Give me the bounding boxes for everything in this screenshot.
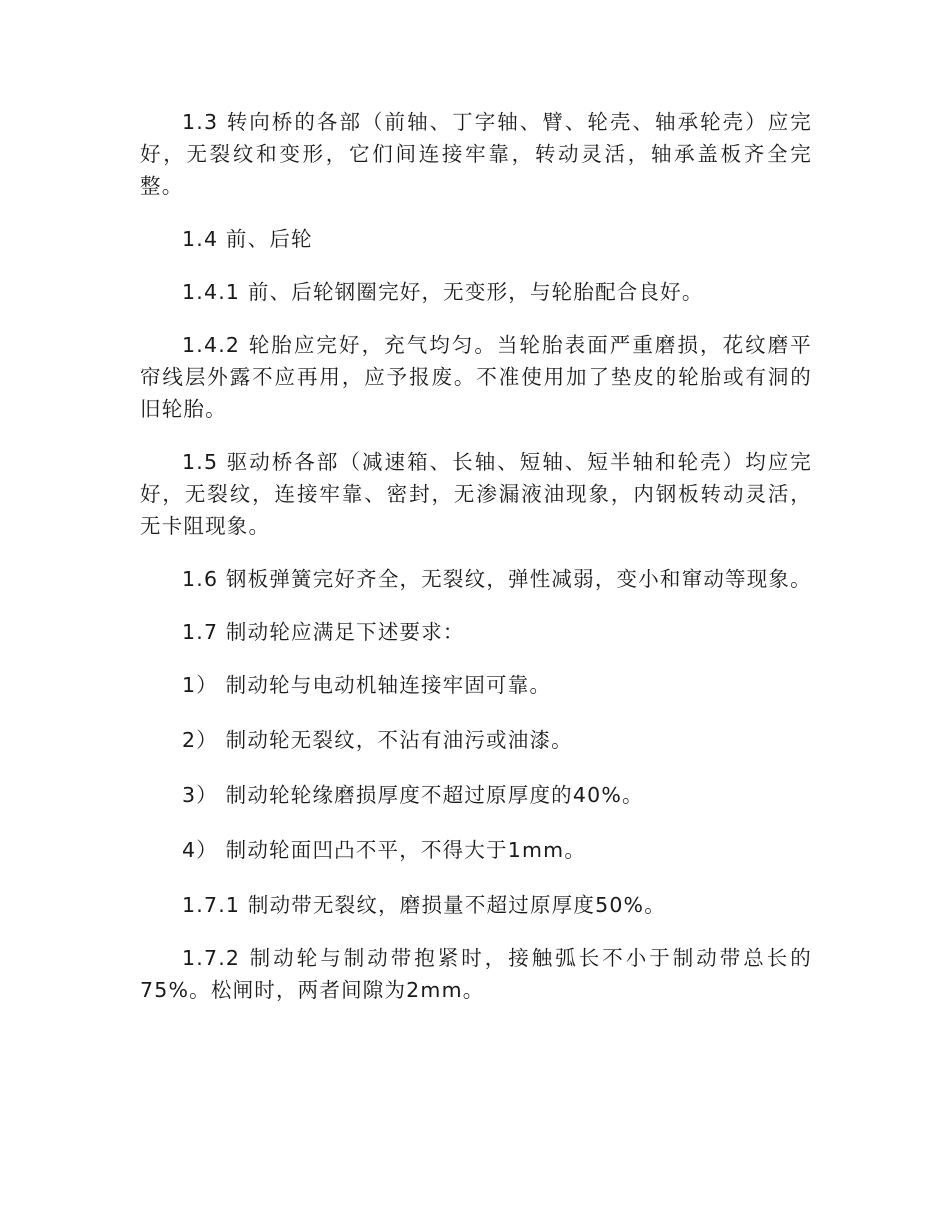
paragraph-1-7-1: 1.7.1 制动带无裂纹，磨损量不超过原厚度50%。 (182, 893, 666, 917)
paragraph-1-7: 1.7 制动轮应满足下述要求： (182, 620, 465, 644)
paragraph-1-6: 1.6 钢板弹簧完好齐全，无裂纹，弹性减弱，变小和窜动等现象。 (182, 567, 812, 591)
paragraph-1-4-2: 1.4.2 轮胎应完好，充气均匀。当轮胎表面严重磨损，花纹磨平帘线层外露不应再用，应予报废。不准使用加了垫皮的轮胎或有洞的旧轮胎。 (140, 333, 812, 421)
paragraph-1-7-2: 1.7.2 制动轮与制动带抱紧时，接触弧长不小于制动带总长的75%。松闸时，两者间隙为2mm。 (140, 946, 812, 1002)
paragraph-1-4: 1.4 前、后轮 (182, 227, 313, 251)
paragraph-1-4-1: 1.4.1 前、后轮钢圈完好，无变形，与轮胎配合良好。 (182, 280, 704, 304)
paragraph-1-5: 1.5 驱动桥各部（减速箱、长轴、短轴、短半轴和轮壳）均应完好，无裂纹，连接牢靠、密封，无渗漏液油现象，内钢板转动灵活，无卡阻现象。 (140, 450, 812, 538)
list-item-4: 4） 制动轮面凹凸不平，不得大于1mm。 (182, 838, 587, 862)
list-item-3: 3） 制动轮轮缘磨损厚度不超过原厚度的40%。 (182, 783, 644, 807)
document-body (140, 106, 812, 1027)
list-item-2: 2） 制动轮无裂纹，不沾有油污或油漆。 (182, 728, 573, 752)
list-item-1: 1） 制动轮与电动机轴连接牢固可靠。 (182, 673, 552, 697)
paragraph-1-3: 1.3 转向桥的各部（前轴、丁字轴、臂、轮壳、轴承轮壳）应完好，无裂纹和变形，它们间连接牢靠，转动灵活，轴承盖板齐全完整。 (140, 110, 812, 198)
